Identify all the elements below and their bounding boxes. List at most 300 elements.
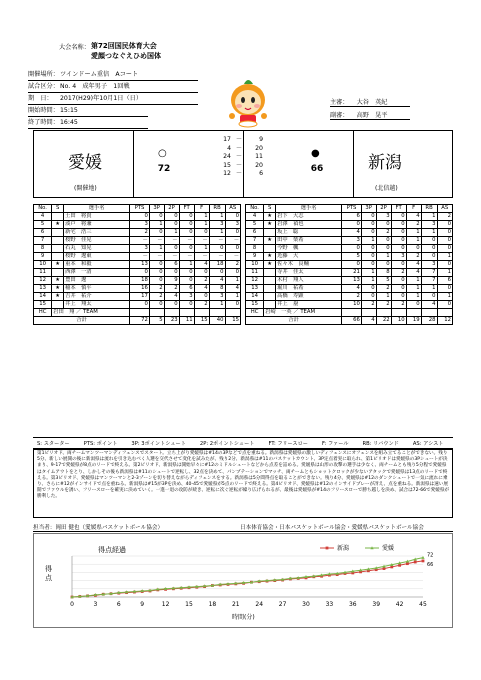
player-stat: 1 (225, 277, 240, 285)
player-stat: 4 (342, 229, 362, 237)
player-stat: 0 (376, 221, 391, 229)
player-row (34, 213, 241, 221)
player-stat: 4 (34, 213, 52, 221)
date-row (28, 95, 142, 103)
player-stat: 4 (421, 301, 437, 309)
player-stat: 0 (179, 269, 194, 277)
box-header-cell: PTS (130, 205, 150, 213)
player-name: 木村 翔人 (276, 277, 342, 285)
player-row (246, 229, 453, 237)
box-header-cell: F (406, 205, 421, 213)
player-stat: 2 (149, 293, 164, 301)
player-stat: 0 (391, 237, 406, 245)
player-stat: 0 (164, 213, 179, 221)
start-row (28, 107, 78, 115)
referee-sub-name: 高野 晃平 (356, 112, 388, 119)
player-row (246, 285, 453, 293)
tournament-name: 第72回国民体育大会 (91, 42, 157, 50)
game-no-label: 試合区分： (28, 83, 59, 90)
player-stat: 4 (406, 269, 421, 277)
player-stat: 0 (361, 285, 376, 293)
player-stat: 2 (437, 213, 452, 221)
x-tick-label: 0 (70, 601, 74, 608)
box-header-cell: 2P (164, 205, 179, 213)
player-row (246, 277, 453, 285)
player-stat: 2 (406, 253, 421, 261)
player-row (246, 293, 453, 301)
box-header-cell: AS (225, 205, 240, 213)
tournament-sub: 愛顔つなぐえひめ国体 (91, 52, 161, 60)
player-stat: 6 (34, 229, 52, 237)
player-stat: 0 (376, 237, 391, 245)
hc-label: HC (246, 309, 264, 317)
x-tick-label: 45 (419, 601, 427, 608)
player-stat: 8 (34, 245, 52, 253)
player-stat: 6 (437, 277, 452, 285)
player-stat: 2 (225, 261, 240, 269)
legend-label: 新潟 (337, 545, 350, 553)
player-stat: 5 (246, 221, 264, 229)
player-stat: 2 (391, 301, 406, 309)
player-row (34, 221, 241, 229)
player-stat: 3 (376, 213, 391, 221)
player-row (34, 237, 241, 245)
home-total: 72 (157, 164, 171, 174)
hc-label: HC (34, 309, 52, 317)
player-stat: ★ (52, 221, 64, 229)
player-stat: 7 (421, 277, 437, 285)
player-stat: 11 (246, 269, 264, 277)
box-header-cell: 3P (361, 205, 376, 213)
player-stat: 0 (225, 213, 240, 221)
venue: ツインドーム重信 Aコート (60, 71, 139, 78)
player-stat: 0 (194, 229, 209, 237)
player-stat: 0 (391, 213, 406, 221)
player-stat (264, 269, 276, 277)
player-stat: 9 (34, 253, 52, 261)
venue-label: 開催場所： (28, 71, 59, 78)
player-stat: 0 (361, 221, 376, 229)
player-stat: 12 (34, 277, 52, 285)
player-stat: 2 (342, 293, 362, 301)
player-name: 重本 和毅 (64, 261, 130, 269)
player-stat: 10 (342, 301, 362, 309)
player-stat: 0 (437, 245, 452, 253)
player-name: 田中 楽希 (276, 237, 342, 245)
player-name: 岩下 大志 (276, 213, 342, 221)
player-stat: 4 (225, 285, 240, 293)
quarter-home: 17 (223, 136, 231, 143)
player-stat: 0 (391, 293, 406, 301)
team-total-stat: 10 (391, 317, 406, 325)
home-team-note: (開催地) (74, 185, 97, 192)
team-total-stat: 11 (179, 317, 194, 325)
end-label: 66 (427, 561, 434, 568)
player-name: 桜野 佳晃 (64, 237, 130, 245)
player-stat: 1 (209, 301, 225, 309)
player-stat: 10 (246, 261, 264, 269)
x-tick-label: 21 (231, 601, 240, 608)
player-stat: 0 (361, 245, 376, 253)
player-stat: 1 (406, 237, 421, 245)
player-stat: 13 (130, 261, 150, 269)
player-name: 坂上 聡 (276, 229, 342, 237)
player-stat: － (179, 253, 194, 261)
player-stat: 13 (342, 277, 362, 285)
player-stat: 7 (34, 237, 52, 245)
player-stat: ★ (52, 277, 64, 285)
box-header-cell: S (52, 205, 64, 213)
player-stat: 0 (391, 277, 406, 285)
player-stat: 0 (149, 301, 164, 309)
player-stat: 1 (179, 261, 194, 269)
box-header-cell: FT (391, 205, 406, 213)
box-header-cell: 選手名 (276, 205, 342, 213)
player-stat: 0 (376, 245, 391, 253)
player-stat: ★ (52, 285, 64, 293)
player-stat: 0 (130, 213, 150, 221)
player-stat: 0 (149, 229, 164, 237)
player-stat: 1 (209, 229, 225, 237)
team-total-stat: 12 (437, 317, 452, 325)
player-stat: 0 (179, 301, 194, 309)
player-stat: 0 (194, 293, 209, 301)
player-stat (264, 229, 276, 237)
player-stat: 3 (342, 237, 362, 245)
player-stat: 3 (209, 293, 225, 301)
player-stat: 2 (406, 221, 421, 229)
player-stat: 18 (130, 277, 150, 285)
player-stat: 8 (246, 245, 264, 253)
x-tick-label: 30 (302, 601, 310, 608)
player-stat: 3 (421, 221, 437, 229)
quarter-score (215, 145, 275, 154)
player-stat (264, 245, 276, 253)
player-stat: 3 (421, 261, 437, 269)
player-name: 稲本 慎平 (64, 285, 130, 293)
player-stat: 16 (130, 285, 150, 293)
player-stat: 11 (34, 269, 52, 277)
player-stat: 0 (421, 293, 437, 301)
player-stat: 14 (34, 293, 52, 301)
box-header-cell: 選手名 (64, 205, 130, 213)
player-stat: － (209, 237, 225, 245)
player-stat: 0 (361, 293, 376, 301)
team-total-stat: 28 (421, 317, 437, 325)
player-stat: 3 (130, 221, 150, 229)
player-stat: 2 (391, 269, 406, 277)
player-stat: ★ (264, 253, 276, 261)
legend-item: S: スターター (37, 441, 70, 447)
player-stat (52, 301, 64, 309)
player-stat: 1 (225, 293, 240, 301)
player-stat: 1 (361, 277, 376, 285)
referee-sub (330, 110, 388, 119)
team-total-stat: 40 (209, 317, 225, 325)
player-stat: 1 (437, 293, 452, 301)
player-stat: 0 (342, 221, 362, 229)
quarter-score (215, 153, 275, 162)
player-stat: 0 (391, 245, 406, 253)
player-stat: 0 (437, 301, 452, 309)
player-stat: 0 (361, 229, 376, 237)
player-stat: 1 (421, 285, 437, 293)
player-name: 寺井 佳太 (276, 269, 342, 277)
player-name: 土田 将貴 (64, 213, 130, 221)
player-stat: ★ (264, 213, 276, 221)
player-name: 湊戸 将兼 (64, 221, 130, 229)
referee-main (330, 97, 388, 106)
quarter-score (215, 162, 275, 171)
player-stat: 3 (209, 221, 225, 229)
player-row (246, 245, 453, 253)
player-stat (52, 245, 64, 253)
legend-item: AS: アシスト (412, 441, 444, 447)
player-stat: 13 (246, 285, 264, 293)
player-stat: 1 (149, 221, 164, 229)
player-stat (264, 293, 276, 301)
player-stat: 1 (421, 213, 437, 221)
quarter-home: 15 (223, 161, 231, 169)
player-stat: 1 (164, 229, 179, 237)
player-stat: 4 (342, 285, 362, 293)
player-stat: 6 (164, 261, 179, 269)
player-stat: 0 (437, 261, 452, 269)
player-stat: 0 (179, 221, 194, 229)
player-row (246, 301, 453, 309)
game-comment: 第1ピリオド、両チームマンツーマンディフェンスでスタート。立ち上がり愛媛県は#14の3Pなどで点を重ねる。新潟県は愛媛県の激しいディフェンスにオフェンスを組み立てることができない。残り5分、新しい展開の後に新潟県は流れを引き込むべく人選を交代させて変化を試みたが、残り2分、新潟県は#11のバスケットカウント、3P定点着実に取られ、第1ピリオドは愛媛県の3Pシュートが決まり、9-17で愛媛県が8点のリードで終える。第2ピリオド、新潟県は開始早々に#12のミドルシュートなどから点差を詰める。愛媛県は山形の攻撃の選手は少なく、両チームとも残り5分程で愛媛県はタイムアウトをとり、しかしその後も新潟県は#11のシュートで逆転し、32点を決めて、パンプテーションでマッチ、両チームともショットクロックが少ないアタックで愛媛県は13点のリードで終える。第3ピリオド、愛媛県はマンツーマンと2-3ゾーンを切り替えながらディフェンスをする。新潟県は5分間得点を取ることができない。残り4分、愛媛県は#12のダンクシュートで一気に流れに乗り、さらに#12がインサイドで点を重ねる。新潟県は#15が3Pを決め、40-45で愛媛県が5点のリードで終える。第4ピリオド、愛媛県は#12のインサイドプレーが冴え、点を重ねる。新潟県は速い展開でファウルを誘い、フリースローを確実に決めていく。一進一退の攻防が続き、逆転に次ぐ逆転が繰り広げられるが、最後は愛媛県が#14のフリースローで勝ち越しを決め、試合は72-66で愛媛県が勝利した。 (33, 448, 453, 518)
mascot-image (222, 74, 274, 128)
player-stat: － (130, 253, 150, 261)
player-stat: 1 (421, 229, 437, 237)
player-stat: 0 (421, 245, 437, 253)
x-tick-label: 15 (185, 601, 193, 608)
player-stat: － (209, 253, 225, 261)
player-row (246, 261, 453, 269)
player-stat: 0 (376, 261, 391, 269)
player-name: 堀川 祐希 (276, 285, 342, 293)
player-row (34, 253, 241, 261)
total-label: 合計 (34, 317, 130, 325)
player-stat: － (194, 237, 209, 245)
home-box-score (33, 204, 241, 325)
player-row (246, 269, 453, 277)
quarter-away: 11 (255, 153, 263, 161)
box-header-cell: No. (246, 205, 264, 213)
reporter: 担当者：岡田 健也（愛媛県バスケットボール協会） (33, 525, 164, 531)
chart-title: 得点経過 (98, 546, 126, 554)
player-stat: 7 (246, 237, 264, 245)
player-stat: 0 (225, 229, 240, 237)
away-team-name: 新潟 (368, 153, 402, 173)
player-name: 西澤 一清 (64, 269, 130, 277)
player-stat: 13 (34, 285, 52, 293)
x-tick-label: 6 (116, 601, 121, 608)
x-tick-label: 18 (208, 601, 217, 608)
player-stat: 1 (209, 213, 225, 221)
chart-y-label: 得点 (45, 565, 52, 582)
player-stat: 0 (179, 229, 194, 237)
player-stat: 0 (149, 277, 164, 285)
total-label: 合計 (246, 317, 342, 325)
player-stat: ★ (52, 261, 64, 269)
player-row (246, 253, 453, 261)
referee-main-name: 大谷 英紀 (356, 99, 388, 106)
player-stat: 6 (179, 285, 194, 293)
box-header-cell: F (194, 205, 209, 213)
quarter-away: 6 (259, 170, 263, 178)
player-stat: 4 (194, 261, 209, 269)
player-stat: 0 (342, 261, 362, 269)
player-stat: 1 (406, 277, 421, 285)
team-total-stat: 72 (130, 317, 150, 325)
player-stat: 6 (342, 213, 362, 221)
quarter-home: 4 (227, 144, 231, 152)
player-stat: 3 (179, 293, 194, 301)
player-stat: 21 (342, 269, 362, 277)
player-stat: 0 (406, 301, 421, 309)
legend-item: F: ファール (322, 441, 349, 447)
x-tick-label: 42 (395, 601, 404, 608)
team-total-stat: 4 (361, 317, 376, 325)
legend-item: 3P: 3ポイントシュート (131, 441, 186, 447)
player-stat: 0 (437, 229, 452, 237)
player-stat: 1 (376, 293, 391, 301)
player-stat: 2 (194, 301, 209, 309)
end-label: 終了時間： (28, 119, 59, 126)
game-row (28, 83, 130, 91)
player-stat: 2 (361, 301, 376, 309)
player-stat: 0 (130, 269, 150, 277)
player-stat: 4 (164, 293, 179, 301)
player-stat: 12 (246, 277, 264, 285)
player-stat: 0 (437, 237, 452, 245)
player-stat: 1 (194, 221, 209, 229)
team-total-stat: 15 (194, 317, 209, 325)
player-stat: 0 (361, 213, 376, 221)
player-name: 佐々木 良輔 (276, 261, 342, 269)
player-stat: 0 (391, 229, 406, 237)
legend-item: FT: フリースロー (268, 441, 308, 447)
player-stat: 1 (406, 285, 421, 293)
start-time: 15:15 (60, 107, 78, 114)
quarter-home: 12 (223, 170, 231, 178)
player-stat: 10 (34, 261, 52, 269)
player-stat: 1 (194, 213, 209, 221)
home-win-marker: ○ (158, 148, 167, 159)
box-header-cell: RB (421, 205, 437, 213)
player-stat: ★ (264, 221, 276, 229)
end-label: 72 (427, 552, 434, 559)
player-stat: ★ (52, 293, 64, 301)
player-stat: 2 (376, 301, 391, 309)
player-stat: 0 (164, 221, 179, 229)
player-row (34, 261, 241, 269)
player-stat: 1 (361, 269, 376, 277)
player-name: 桜野 遼東 (64, 253, 130, 261)
player-name: 石丸 知晃 (64, 245, 130, 253)
quarter-dash: － (235, 153, 243, 161)
date-label: 期 日： (28, 95, 53, 102)
player-stat: ★ (264, 237, 276, 245)
player-stat: 0 (437, 285, 452, 293)
player-stat: 0 (342, 245, 362, 253)
box-header-cell: PTS (342, 205, 362, 213)
player-stat: 2 (130, 229, 150, 237)
box-header-cell: FT (179, 205, 194, 213)
team-total-stat: 15 (225, 317, 240, 325)
date: 2017(H29)年10月1日（日） (60, 95, 143, 102)
box-header-cell: AS (437, 205, 452, 213)
player-row (34, 301, 241, 309)
team-total-stat: 66 (342, 317, 362, 325)
player-stat: － (179, 237, 194, 245)
team-total-stat: 23 (164, 317, 179, 325)
player-row (34, 293, 241, 301)
player-stat: 1 (149, 245, 164, 253)
player-stat: 0 (225, 301, 240, 309)
away-total: 66 (310, 164, 324, 174)
quarter-dash: － (235, 144, 243, 152)
x-tick-label: 39 (372, 601, 381, 608)
player-stat: 0 (164, 301, 179, 309)
player-stat: 0 (391, 261, 406, 269)
away-box-score (245, 204, 453, 325)
start-label: 開始時間： (28, 107, 59, 114)
player-stat: 15 (34, 301, 52, 309)
player-row (246, 213, 453, 221)
player-stat: 0 (391, 221, 406, 229)
legend-item: RB: リバウンド (362, 441, 399, 447)
player-stat: 1 (437, 253, 452, 261)
player-stat: 2 (149, 285, 164, 293)
tournament-label: 大会名称： (59, 44, 90, 51)
player-stat: 0 (164, 269, 179, 277)
player-stat: 4 (246, 213, 264, 221)
player-name: 吉井 祐介 (64, 293, 130, 301)
venue-row (28, 71, 138, 79)
player-stat: 0 (225, 245, 240, 253)
player-stat: 0 (179, 213, 194, 221)
player-stat: 1 (194, 245, 209, 253)
player-name: 井上 翔太 (64, 301, 130, 309)
player-stat: 14 (246, 293, 264, 301)
player-stat: 4 (406, 261, 421, 269)
box-header-cell: 2P (376, 205, 391, 213)
player-stat: 18 (209, 261, 225, 269)
player-stat: 1 (406, 293, 421, 301)
player-name: 新宅 浩三 (64, 229, 130, 237)
referee-sub-label: 副審： (330, 112, 349, 119)
player-stat: 0 (421, 253, 437, 261)
player-stat (264, 285, 276, 293)
x-tick-label: 27 (278, 601, 287, 608)
player-stat: 5 (342, 253, 362, 261)
player-stat: － (149, 253, 164, 261)
player-stat: ★ (264, 261, 276, 269)
player-stat: 4 (406, 213, 421, 221)
player-stat: 3 (130, 245, 150, 253)
player-stat: 5 (376, 277, 391, 285)
player-row (246, 221, 453, 229)
player-stat: 4 (209, 277, 225, 285)
player-stat: － (130, 237, 150, 245)
away-lose-marker: ● (311, 148, 320, 159)
quarter-dash: － (235, 136, 243, 143)
player-stat (264, 301, 276, 309)
quarter-away: 9 (259, 136, 263, 143)
game-no: No. 4 成年男子 1回戦 (60, 83, 130, 90)
